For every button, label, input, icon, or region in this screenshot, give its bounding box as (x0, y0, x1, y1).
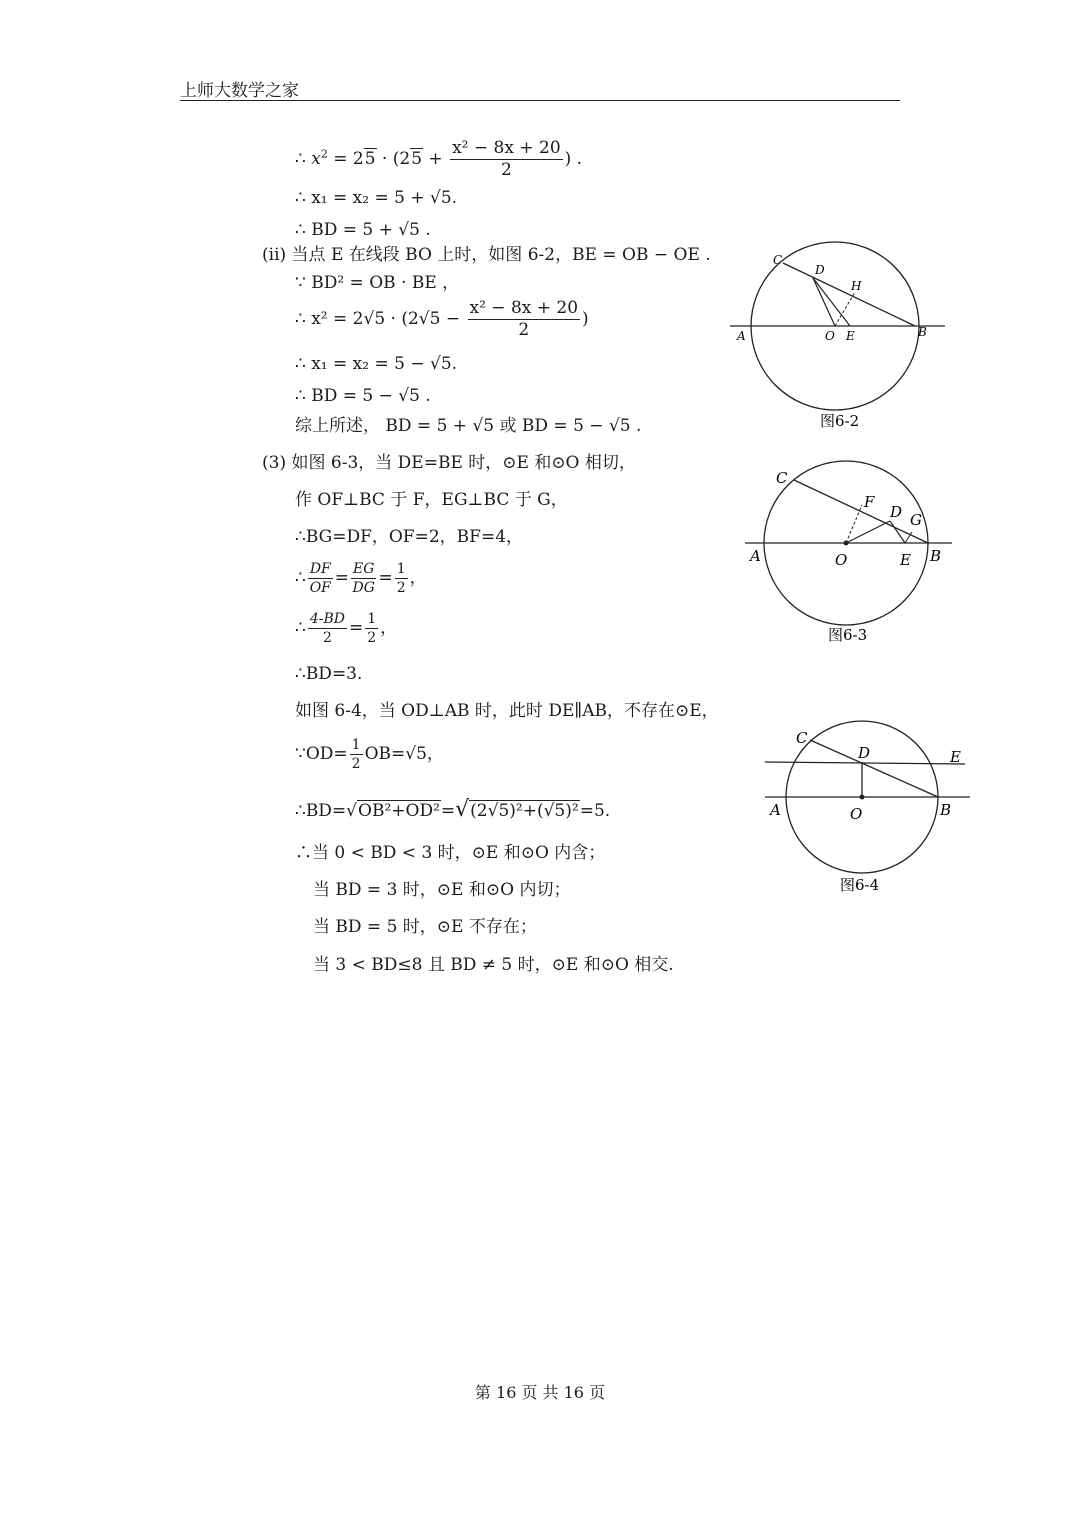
od-line: ∵OD= $\frac{1}{2}$ OB=√5， (295, 737, 444, 772)
fig63-label-o: O (835, 551, 848, 569)
conclusion-line-3: 当 BD = 5 时，⊙E 不存在； (313, 917, 537, 937)
conclusion-line-2: 当 BD = 3 时，⊙E 和⊙O 内切； (313, 880, 571, 900)
equation-line-6: ∴ x² = 2√5 · (2√5 − $\frac{\text{x² − 8x + 20}}{2}$ ) (295, 298, 589, 340)
fig62-label-c: C (773, 253, 783, 267)
fig62-caption: 图6-2 (820, 412, 860, 430)
fig63-label-a: A (750, 547, 761, 565)
summary-line: 综上所述， BD = 5 + √5 或 BD = 5 − √5 . (295, 416, 642, 436)
fig64-label-e: E (950, 748, 961, 766)
ratio-line: ∴ $\frac{DF}{OF}$ = $\frac{EG}{DG}$ = $\frac{1}{2}$ ， (295, 561, 427, 596)
equation-line-12: ∴BG=DF，OF=2，BF=4， (295, 527, 524, 547)
header-rule (180, 100, 900, 101)
equation-line-2: ∴ x₁ = x₂ = 5 + √5. (295, 188, 458, 208)
equation-line-3: ∴ BD = 5 + √5 . (295, 220, 431, 240)
figure-6-4 (760, 715, 975, 900)
bd-ratio-line: ∴ $\frac{4-BD}{2}$ = $\frac{1}{2}$ ， (295, 611, 398, 646)
fig63-label-g: G (910, 511, 922, 529)
fig63-caption: 图6-3 (828, 626, 868, 644)
fig63-label-f: F (864, 493, 875, 511)
fig63-label-e: E (900, 551, 911, 569)
fig64-label-a: A (770, 801, 781, 819)
equation-line-5: ∵ BD² = OB · BE ， (295, 273, 460, 293)
equation-line-8: ∴ BD = 5 − √5 . (295, 386, 431, 406)
figure-6-2 (725, 240, 950, 440)
conclusion-line-1: ∴当 0 < BD < 3 时，⊙E 和⊙O 内含； (295, 843, 606, 863)
fig62-label-e: E (846, 329, 855, 343)
fig64-label-o: O (850, 805, 863, 823)
fig64-caption: 图6-4 (840, 876, 880, 894)
fig62-label-h: H (851, 279, 862, 293)
bd-result-line: ∴BD=3. (295, 664, 363, 684)
page-number-footer: 第 16 页 共 16 页 (474, 1383, 606, 1402)
fig63-label-b: B (930, 547, 942, 565)
fig63-label-d: D (890, 503, 903, 521)
bd-pythagoras-line: ∴BD=√OB²+OD²=√(2√5)²+(√5)²=5. (295, 797, 611, 822)
fig62-label-b: B (918, 325, 927, 339)
case-ii-heading: (ii) 当点 E 在线段 BO 上时，如图 6-2，BE = OB − OE . (262, 245, 711, 265)
fig62-label-a: A (737, 329, 746, 343)
fig64-label-d: D (858, 744, 871, 762)
fig-6-4-intro: 如图 6-4，当 OD⊥AB 时，此时 DE∥AB，不存在⊙E， (295, 701, 719, 721)
construction-line: 作 OF⊥BC 于 F，EG⊥BC 于 G， (295, 490, 568, 510)
page-header-title: 上师大数学之家 (180, 81, 299, 100)
fig63-label-c: C (776, 469, 788, 487)
fig64-label-c: C (796, 729, 808, 747)
part-3-heading: (3) 如图 6-3，当 DE=BE 时，⊙E 和⊙O 相切， (262, 453, 636, 473)
fig62-label-o: O (825, 329, 835, 343)
figure-6-3 (740, 455, 960, 650)
conclusion-line-4: 当 3 < BD≤8 且 BD ≠ 5 时，⊙E 和⊙O 相交. (313, 955, 674, 975)
equation-line-1: ∴ $x^2 = 25 \cdot (25$ + $\frac{\text{x² − 8x + 20}}{2}$ ) . (295, 138, 583, 180)
fig62-label-d: D (815, 263, 825, 277)
fig64-label-b: B (940, 801, 952, 819)
equation-line-7: ∴ x₁ = x₂ = 5 − √5. (295, 354, 458, 374)
